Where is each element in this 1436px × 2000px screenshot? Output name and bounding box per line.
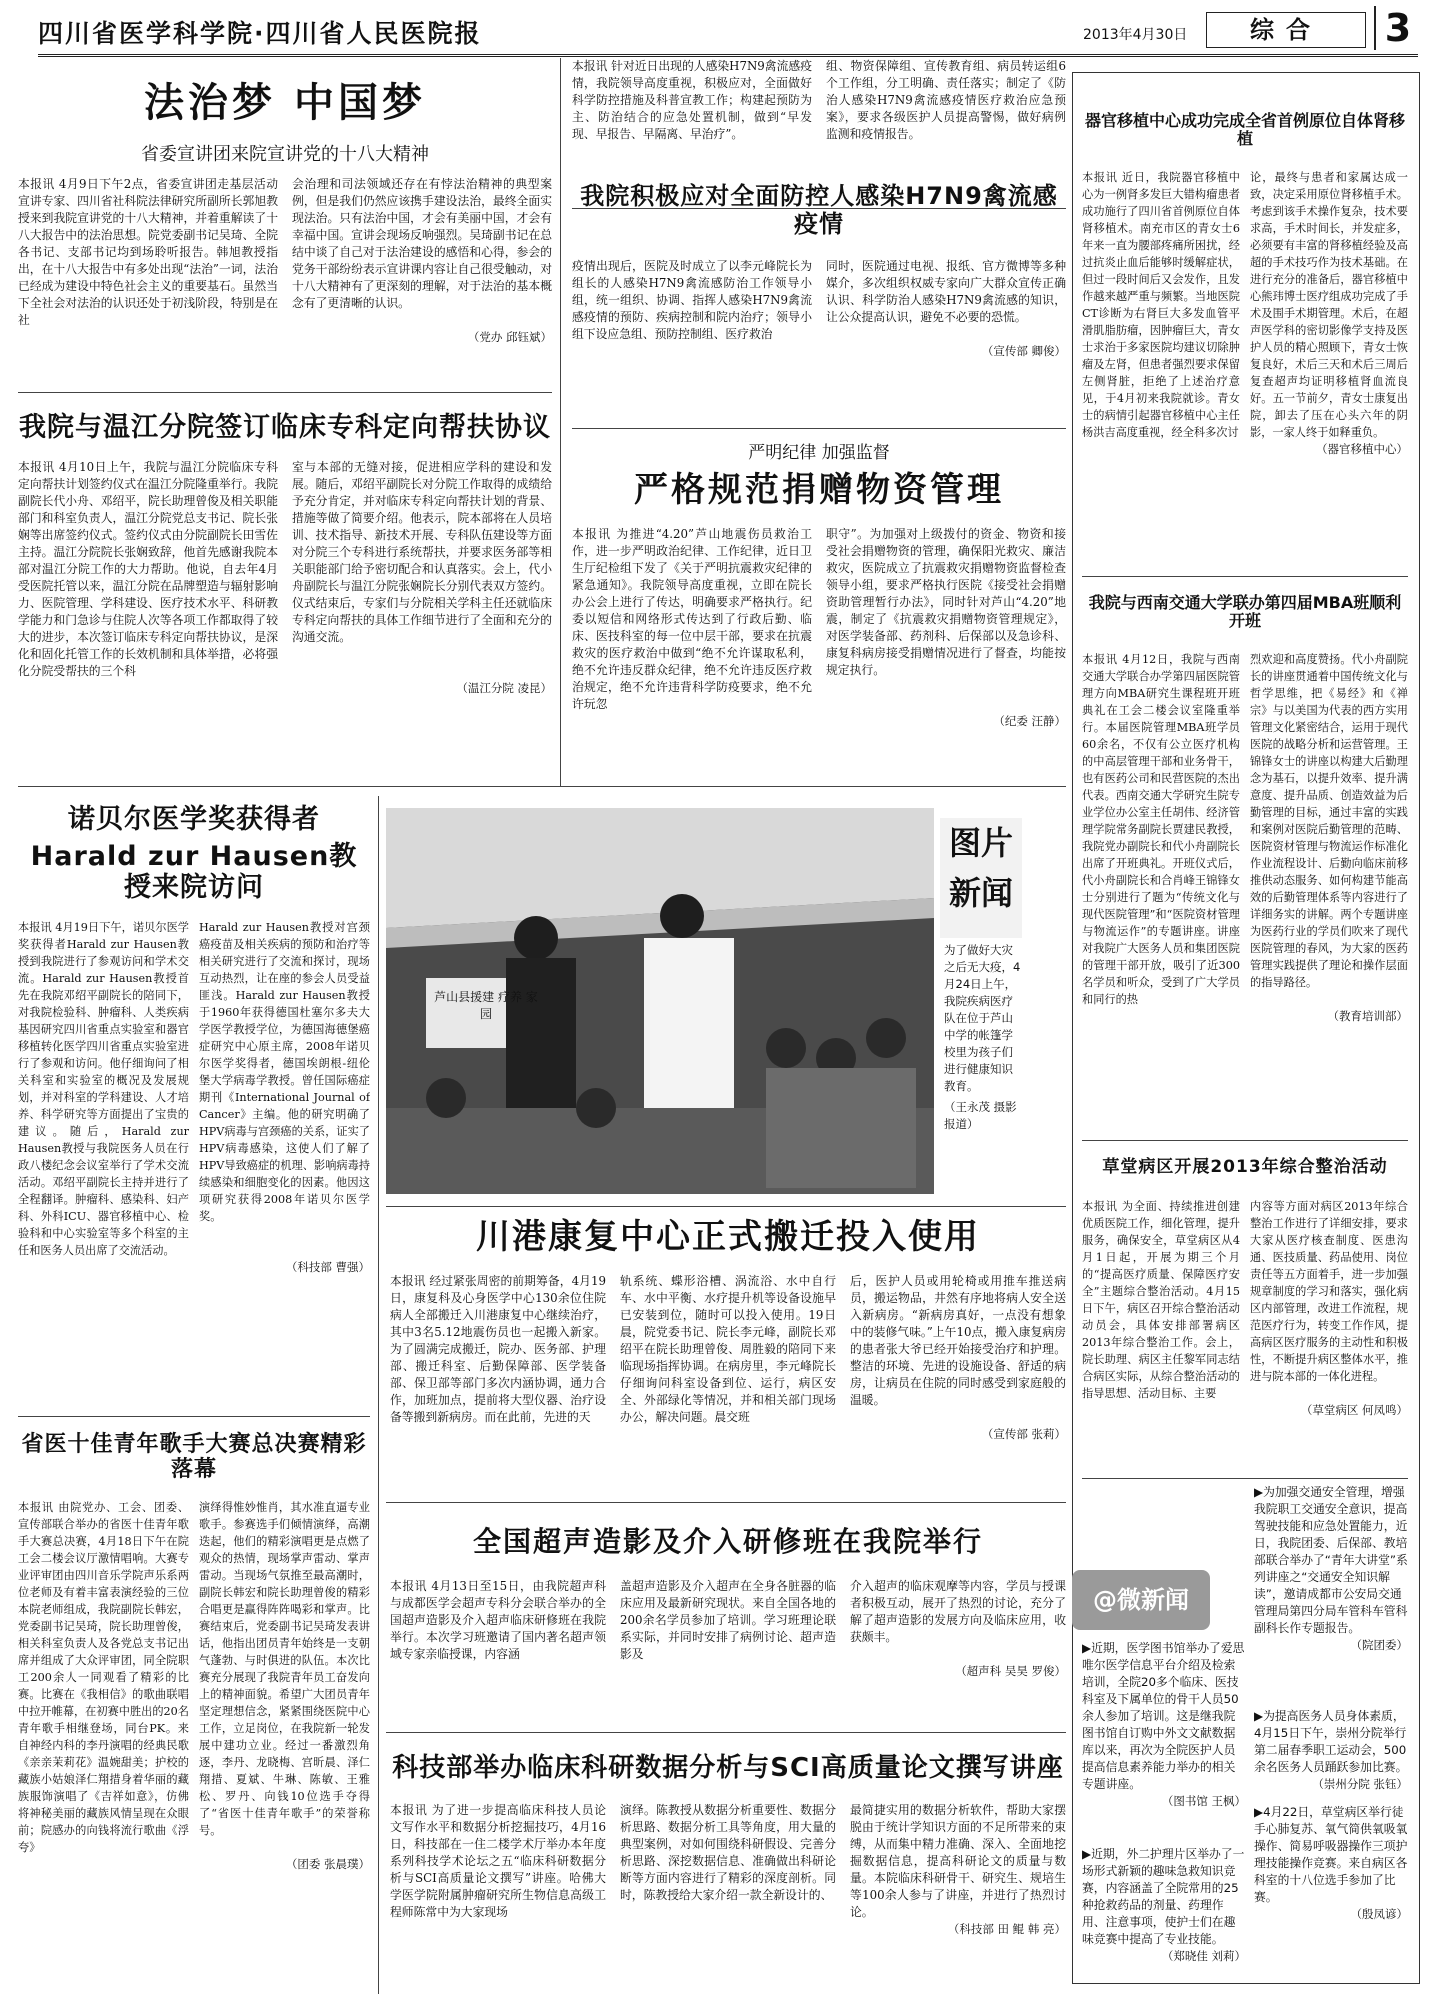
photo-news-label: 图片新闻 [940,818,1022,938]
article-column: 内容等方面对病区2013年综合整治工作进行了详细安排，要求大家从医疗核查制度、医患沟通、医技质量、药品使用、岗位责任等五方面着手，进一步加强规章制度的学习和落实，强化病区内部管理，改进工作流程，规范医疗行为，转变工作作风，提高病区医疗服务的主动性和积极性，不断提升病区整体水平，推进与院本部的一体化进程。 [1250,1199,1408,1383]
article-byline: （草堂病区 何凤鸣） [1300,1402,1408,1417]
article-intro-column: 本报讯 针对近日出现的人感染H7N9禽流感疫情，我院领导高度重视，积极应对，全面做好科学防控措施及科普宣教工作；构建起预防为主、防治结合的应急处置机制，做到“早发现、早报告、早隔离、早治疗”。 [572,59,812,141]
article-column: 烈欢迎和高度赞扬。代小舟副院长的讲座贯通着中国传统文化与哲学思维，把《易经》和《禅宗》与以美国为代表的西方实用管理文化紧密结合，运用于现代医院的战略分析和运营管理。王锦锋女士的讲座以构建大后勤理念为基石，以提升效率、提升满意度、提升品质、创造效益为后勤管理的目标，通过丰富的实践和案例对医院后勤管理的范畴、医院资材管理与物流运作标准化作业流程设计、后勤向临床前移推供动态服务、如何构建节能高效的后勤管理体系等内容进行了详细务实的讲解。两个专题讲座为医药行业的学员们吹来了现代医院管理的春风，为大家的医药管理实践提供了理论和操作层面的指导路径。 [1250,652,1408,989]
article-title: 科技部举办临床科研数据分析与SCI高质量论文撰写讲座 [392,1753,1064,1783]
divider [18,1416,370,1417]
article-mba-program [1082,580,1408,1136]
micro-news-source: （崇州分院 张钰） [1312,1777,1408,1791]
column-divider [560,58,561,786]
micro-news-text: ▶4月22日，草堂病区举行徒手心肺复苏、氧气简供氧吸氧操作、简易呼吸器操作三项护理技能操作竞赛。来自病区各科室的十八位选手参加了比赛。 [1254,1805,1408,1904]
article-title: 器官移植中心成功完成全省首例原位自体肾移植 [1084,111,1405,149]
article-byline: （科技部 田 鲲 韩 亮） [947,1921,1066,1936]
article-column: 演绎得惟妙惟肖，其水准直逼专业歌手。参赛选手们倾情演绎，高潮迭起，他们的精彩演唱更是点燃了观众的热情，现场掌声雷动、掌声雷动。当现场气氛推至最高潮时，副院长韩宏和院长助理曾俊的精彩合唱更是赢得阵阵喝彩和掌声。比赛结束后，党委副书记吴琦发表讲话，他指出团员青年始终是一支朝气蓬勃、与时俱进的队伍。本次比赛充分展现了我院青年员工奋发向上的精神面貌。希望广大团员青年坚定理想信念，紧紧围绕医院中心工作，立足岗位，在我院新一轮发展中建功立业。经过一番激烈角逐，李丹、龙晓梅、宫昕晨、泽仁翔措、夏斌、牛琳、陈敏、王雅松、罗丹、向钱10位选手夺得了“省医十佳青年歌手”的荣誉称号。 [199,1500,370,1837]
micro-news-item [1254,1804,1408,1976]
article-byline: （团委 张晨璞） [285,1856,370,1871]
article-title: 严格规范捐赠物资管理 [634,470,1004,510]
micro-news-text: ▶为加强交通安全管理，增强我院职工交通安全意识，提高驾驶技能和应急处置能力，近日，我院团委、后保部、教培部联合举办了“青年大讲堂”系列讲座之“交通安全知识解读”，邀请成都市公安局交通管理局第四分局车管科车管科副科长作专题报告。 [1254,1485,1408,1635]
article-donation-management [572,438,1066,782]
article-column: 本报讯 为全面、持续推进创建优质医院工作，细化管理，提升服务，确保安全，草堂病区从4月1日起，开展为期三个月的“提高医疗质量、保障医疗安全”主题综合整治活动。4月15日下午，病区召开综合整治活动动员会，具体安排部署病区2013年综合整治工作。会上，院长助理、病区主任黎军同志结合病区实际，从综合整治活动的指导思想、活动目标、主要 [1082,1199,1240,1400]
article-title: 我院积极应对全面防控人感染H7N9禽流感疫情 [580,182,1058,238]
photo-caption [944,942,1024,1133]
column-divider [378,796,379,1994]
article-column: 本报讯 近日，我院器官移植中心为一例肾多发巨大错构瘤患者成功施行了四川省首例原位自体肾移植术。南充市区的青女士6年来一直为腰部疼痛所困扰，经过抗炎止血后能够时缓解症状，但过一段时间后又会发作，且发作越来越严重与频繁。当地医院CT诊断为右肾巨大多发血管平滑肌脂肪瘤，因肿瘤巨大，青女士求治于多家医院均建议切除肿瘤及左肾，但患者强烈要求保留左侧肾脏，拒绝了上述治疗意见，于4月初来我院就诊。青女士的病情引起器官移植中心主任杨洪吉高度重视，经全科多次讨 [1082,170,1240,439]
photo-caption-text: 为了做好大灾之后无大疫，4月24日上午，我院疾病医疗队在位于芦山中学的帐篷学校里为孩子们进行健康知识教育。 [944,943,1021,1093]
tent-sign-text: 芦山县援建 疗养 家园 [434,990,538,1021]
article-column: 本报讯 为了进一步提高临床科技人员论文写作水平和数据分析挖掘技巧，4月16日，科技部在一住二楼学术厅举办本年度系列科技学术论坛之五“临床科研数据分析与SCI高质量论文撰写”讲座。哈佛大学医学院附属肿瘤研究所生物信息高级工程师陈常中为大家现场 [390,1802,606,1919]
divider [386,1502,1066,1503]
micro-news-item [1254,1484,1408,1702]
divider [1082,576,1408,577]
photo-credit: （王永茂 摄影报道） [944,1100,1017,1131]
masthead [38,6,1418,57]
article-title: 法治梦 中国梦 [144,80,426,126]
divider [1082,1140,1408,1141]
micro-news-badge: @微新闻 [1072,1570,1210,1630]
article-column: 本报讯 由院党办、工会、团委、宣传部联合举办的省医十佳青年歌手大赛总决赛，4月18日下午在院工会二楼会议厅激情唱响。大赛专业评审团由四川音乐学院声乐系两位老师及有着丰富表演经验的三位本院老师组成，我院副院长韩宏，党委副书记吴琦，院长助理曾俊，相关科室负责人及各党总支书记出席并组成了大众评审团，同全院职工200余人一同观看了精彩的比赛。比赛在《我相信》的歌曲联唱中拉开帷幕，在初赛中胜出的20名青年歌手相继登场，同台PK。来自神经内科的李丹演唱的经典民歌《亲亲茉莉花》温婉甜美；护校的藏族小姑娘泽仁翔措身着华丽的藏族服饰演唱了《吉祥如意》，仿佛将神秘美丽的藏族风情呈现在众眼前；院感办的向钱将流行歌曲《浮夸》 [18,1500,189,1854]
article-kidney-transplant [1082,80,1408,572]
article-title: 草堂病区开展2013年综合整治活动 [1102,1157,1388,1177]
article-ultrasound-course [390,1506,1066,1724]
article-column: 本报讯 4月19日下午，诺贝尔医学奖获得者Harald zur Hausen教授到我院进行了参观访问和学术交流。Harald zur Hausen教授首先在我院邓绍平副院长的陪同下，对我院检验科、肿瘤科、人类疾病基因研究四川省重点实验室和器官移植转化医学四川省重点实验室进行了参观和访问。他仔细询问了相关科室和实验室的概况及发展规划，并对科室的学科建设、人才培养、科学研究等方面提出了宝贵的建议。随后，Harald zur Hausen教授与我院医务人员在行政八楼纪念会议室举行了学术交流活动。邓绍平副院长主持并进行了全程翻译。肿瘤科、感染科、妇产科、外科ICU、器官移植中心、检验科和中心实验室等多个科室的主任和医务人员出席了交流活动。 [18,921,189,1258]
article-intro-column: 组、物资保障组、宣传教育组、病员转运组6个工作组，分工明确、责任落实；制定了《防治人感染H7N9禽流感疫情医疗救治应急预案》，要求各级医护人员提高警惕，做好病例监测和疫情报告。 [826,59,1066,141]
divider [18,786,1066,787]
article-column: 同时，医院通过电视、报纸、官方微博等多种媒介，多次组织权威专家向广大群众宣传正确认识、科学防治人感染H7N9禽流感的知识，让公众提高认识，避免不必要的恐慌。 [826,259,1066,325]
divider [386,1732,1066,1733]
article-column: 后，医护人员或用轮椅或用推车推送病员，搬运物品，井然有序地将病人安全送入新病房。“新病房真好，一点没有想象中的装修气味。”上午10点，搬入康复病房的患者张大爷已经开始接受治疗和护理。整洁的环境、先进的设施设备、舒适的病房，让病员在住院的同时感受到家庭般的温暖。 [850,1274,1066,1408]
article-title: 诺贝尔医学奖获得者 [68,804,320,835]
article-title: 川港康复中心正式搬迁投入使用 [476,1217,980,1257]
article-column: Harald zur Hausen教授对宫颈癌疫苗及相关疾病的预防和治疗等相关研究进行了交流和探讨，现场互动热烈，让在座的参会人员受益匪浅。Harald zur Hausen教授于1960年获得德国杜塞尔多夫大学医学教授学位，为德国海德堡癌症研究中心原主席，2008年诺贝尔医学奖得者，德国埃朗根-纽伦堡大学病毒学教授。曾任国际癌症期刊《International Journal of Cancer》主编。他的研究明确了HPV病毒与宫颈癌的关系，证实了HPV病毒感染，这使人们了解了HPV导致癌症的机理、影响病毒持续感染和细胞变化的因素。他因这项研究获得2008年诺贝尔医学奖。 [199,921,370,1224]
micro-news-source: （院团委） [1350,1638,1408,1652]
article-title: 我院与温江分院签订临床专科定向帮扶协议 [19,412,551,443]
article-caotang-rectification [1082,1144,1408,1474]
article-h7n9 [572,58,1066,450]
article-column: 疫情出现后，医院及时成立了以李元峰院长为组长的人感染H7N9禽流感防治工作领导小组，统一组织、协调、指挥人感染H7N9禽流感疫情的预防、疾病控制和院内治疗；领导小组下设应急组、预防控制组、医疗救治 [572,259,812,342]
article-title: 省医十佳青年歌手大赛总决赛精彩落幕 [21,1432,367,1483]
article-byline: （超声科 吴昊 罗俊） [955,1664,1066,1679]
article-kicker: 严明纪律 加强监督 [748,443,890,463]
micro-news-text: ▶近期，外二护理片区举办了一场形式新颖的趣味急救知识竞赛，内容涵盖了全院常用的25种抢救药品的剂量、药理作用、注意事项，使护士们在趣味竞赛中提高了专业技能。 [1082,1847,1245,1946]
article-column: 介入超声的临床观摩等内容，学员与授课者积极互动，展开了热烈的讨论，充分了解了超声造影的发展方向及临床应用，收获颇丰。 [850,1579,1066,1645]
article-title: 我院与西南交通大学联办第四届MBA班顺利开班 [1088,593,1402,631]
issue-date: 2013年4月30日 [1083,27,1188,43]
article-column: 室与本部的无缝对接，促进相应学科的建设和发展。随后，邓绍平副院长对分院工作取得的成绩给予充分肯定，并对临床专科定向帮扶计划的背景、措施等做了简要介绍。他表示，院本部将在人员培训、技术指导、新技术开展、专科队伍建设等方面对分院三个专科进行系统帮扶，并要求医务部等相关职能部门给予密切配合和认真落实。会上，代小舟副院长与温江分院张娴院长分别代表双方签约。仪式结束后，专家们与分院相关学科主任还就临床专科定向帮扶的具体工作细节进行了全面和充分的沟通交流。 [292,460,552,645]
article-column: 会治理和司法领域还存在有悖法治精神的典型案例，但是我们仍然应该携手建设法治，最终全面实现法治。只有法治中国，才会有美丽中国，才会有幸福中国。宣讲会现场反响强烈。吴琦副书记在总结中谈了自己对于法治建设的感悟和心得，参会的党务干部纷纷表示宣讲课内容让自己很受触动，对十八大精神有了更深刻的理解，对于法治的基本概念有了更清晰的认识。 [292,177,552,310]
divider [572,208,1066,209]
article-byline: （科技部 曹强） [285,1260,370,1275]
micro-news-item [1082,1640,1246,1840]
article-title-line2: Harald zur Hausen教授来院访问 [30,841,358,904]
article-sci-lecture [390,1738,1066,1994]
article-rule-of-law [18,72,552,382]
article-title: 全国超声造影及介入研修班在我院举行 [472,1525,983,1558]
article-byline: （教育培训部） [1327,1008,1408,1023]
article-column: 本报讯 4月13日至15日，由我院超声科与成都医学会超声专科分会联合举办的全国超声造影及介入超声临床研修班在我院举行。本次学习班邀请了国内著名超声领域专家亲临授课，内容涵 [390,1579,606,1662]
article-byline: （党办 邱钰斌） [467,330,552,344]
micro-news-text: ▶为提高医务人员身体素质，4月15日下午，崇州分院举行第二届春季职工运动会，500余名医务人员踊跃参加比赛。 [1254,1709,1408,1774]
article-byline: （宣传部 张莉） [981,1427,1066,1442]
micro-news-source: （郑晓佳 刘莉） [1161,1949,1246,1963]
divider [18,392,552,393]
article-byline: （宣传部 卿俊） [981,344,1066,359]
article-byline: （器官移植中心） [1316,441,1408,456]
micro-news-item [1254,1708,1408,1798]
micro-news-source: （殷凤谚） [1350,1907,1408,1921]
article-column: 本报讯 4月10日上午，我院与温江分院临床专科定向帮扶计划签约仪式在温江分院隆重举行。我院副院长代小舟、邓绍平，院长助理曾俊及相关职能部门和科室负责人，温江分院党总支书记、院长张娴等出席签约仪式。签约仪式由分院副院长田雪佐主持。温江分院院长张娴致辞，他首先感谢我院本部对温江分院工作的大力帮助。他说，自去年4月受医院托管以来，温江分院在品牌塑造与辐射影响力、医院管理、学科建设、医疗技术水平、科研教学能力和门急诊与住院人次等各项工作都取得了较大的进步，本次签订临床专科定向帮扶协议，是深化和固化托管工作的长效机制和具体举措，必将强化分院受帮扶的三个科 [18,460,278,679]
article-column: 职守”。为加强对上级拨付的资金、物资和接受社会捐赠物资的管理，确保阳光救灾、廉洁救灾，医院成立了抗震救灾捐赠物资监督检查领导小组，要求严格执行医院《接受社会捐赠资助管理暂行办法》，同时针对芦山“4.20”地震，制定了《抗震救灾捐赠物资管理规定》，对医学装备部、药剂科、后保部以及急诊科、康复科病房接受捐赠情况进行了督查，均能按规定执行。 [826,527,1066,678]
news-photo [386,808,934,1194]
article-wenjiang-agreement [18,404,552,774]
article-column: 演绎。陈教授从数据分析重要性、数据分析思路、数据分析工具等角度，用大量的典型案例，对如何围绕科研假设、完善分析思路、深挖数据信息、准确做出科研论断等方面内容进行了精彩的深度剖析。同时，陈教授给大家介绍一款全新设计的、 [620,1802,836,1902]
article-byline: （温江分院 凌昆） [456,681,552,696]
divider [1082,1478,1408,1479]
article-column: 论，最终与患者和家属达成一致，决定采用原位肾移植手术。考虑到该手术操作复杂，技术要求高，手术时间长，并发症多，必须要有丰富的肾移植经验及高超的手术技巧作为技术基础。在进行充分的准备后，器官移植中心熊玮博士医疗组成功完成了手术及围手术期管理。术后，在超声医学科的密切影像学支持及医护人员的精心照顾下，青女士恢复良好，术后三天和术后三周后复查超声均证明移植肾血流良好。五一节前夕，青女士康复出院，卸去了压在心头六年的阴影，一家人终于如释重负。 [1250,170,1408,439]
divider [572,428,1066,429]
micro-news-item [1082,1846,1246,1976]
article-column: 盖超声造影及介入超声在全身各脏器的临床应用及最新研究现状。来自全国各地的200余名学员参加了培训。学习班理论联系实际，并同时安排了病例讨论、超声造影及 [620,1579,836,1662]
article-byline: （纪委 汪静） [993,714,1066,729]
newspaper-name: 四川省医学科学院·四川省人民医院报 [38,19,482,48]
micro-news-text: ▶近期，医学图书馆举办了爱思唯尔医学信息平台介绍及检索培训，全院20多个临床、医技科室及下属单位的骨干人员50余人参加了培训。这是继我院图书馆自订购中外文文献数据库以来，再次为全院医护人员提高信息素养能力举办的相关专题讲座。 [1082,1641,1245,1791]
article-singing-contest [18,1424,370,1994]
article-column: 本报讯 4月9日下午2点，省委宣讲团走基层活动宣讲专家、四川省社科院法律研究所副所长郭旭教授来到我院宣讲党的十八大精神，并着重解读了十八大报告中的法治思想。院党委副书记吴琦、全院各书记、支部书记均到场聆听报告。韩旭教授指出，在十八大报告中有多处出现“法治”一词，法治已经成为建设中特色社会主义的重要基石。虽然当下全社会对法治的认识还处于初浅阶段，特别是在社 [18,177,278,327]
article-column: 本报讯 经过紧张周密的前期筹备，4月19日，康复科及心身医学中心130余位住院病人全部搬迁入川港康复中心继续治疗，其中3名5.12地震伤员也一起搬入新家。为了圆满完成搬迁，院办、医务部、护理部、搬迁科室、后勤保障部、医学装备部、保卫部等部门多次内涵协调，通力合作，加班加点，提前将大型仪器、治疗设备等搬到新病房。而在此前，先进的天 [390,1274,606,1425]
article-rehab-center [390,1210,1066,1492]
article-column: 本报讯 4月12日，我院与西南交通大学联合办学第四届医院管理方向MBA研究生课程班开班典礼在工会二楼会议室隆重举行。本届医院管理MBA班学员60余名，不仅有公立医疗机构的中高层管理干部和业务骨干，也有医药公司和民营医院的杰出代表。西南交通大学研究生院专业学位办公室主任胡伟、经济管理学院常务副院长贾建民教授，我院党办副院长和代小舟副院长出席了开班典礼。开班仪式后，代小舟副院长和合肖峰王锦锋女士分别进行了题为“传统文化与现代医院管理”和“医院资材管理与物流运作”的专题讲座。讲座对我院广大医务人员和集团医院的管理干部开放，吸引了近300名学员和听众，受到了广大学员和同行的热 [1082,652,1240,1006]
page-number: 3 [1374,6,1420,50]
divider [386,1206,1066,1207]
article-subtitle: 省委宣讲团来院宣讲党的十八大精神 [141,144,429,165]
article-column: 本报讯 为推进“4.20”芦山地震伤员救治工作，进一步严明政治纪律、工作纪律，近日卫生厅纪检组下发了《关于严明抗震救灾纪律的紧急通知》。我院领导高度重视，立即在院长办公会上进行了传达，明确要求严格执行。纪委以短信和网络形式传达到了行政后勤、临床、医技科室的每一位中层干部，要求在抗震救灾的医疗救治中做到“绝不允许谋取私利，绝不允许违反群众纪律，绝不允许违反医疗救治规定，绝不允许违背科学防疫要求，绝不允许玩忽 [572,527,812,712]
micro-news-source: （图书馆 王枫） [1161,1794,1246,1808]
article-nobel-visit [18,796,370,1408]
section-label: 综合 [1206,12,1366,48]
article-column: 最简捷实用的数据分析软件，帮助大家摆脱由于统计学知识方面的不足所带来的束缚，从而集中精力准确、深入、全面地挖掘数据信息，提高科研论文的质量与数量。本院临床科研骨干、研究生、规培生等100余人参与了讲座，并进行了热烈讨论。 [850,1802,1066,1919]
article-column: 轨系统、蝶形浴槽、涡流浴、水中自行车、水中平衡、水疗提升机等设备设施早已安装到位，随时可以投入使用。19日晨，院党委书记、院长李元峰，副院长邓绍平在院长助理曾俊、周胜毅的陪同下来临现场指挥协调。在病房里，李元峰院长仔细询问科室设备到位、运行，病区安全、外部绿化等情况，并和相关部门现场办公，解决问题。晨交班 [620,1274,836,1425]
